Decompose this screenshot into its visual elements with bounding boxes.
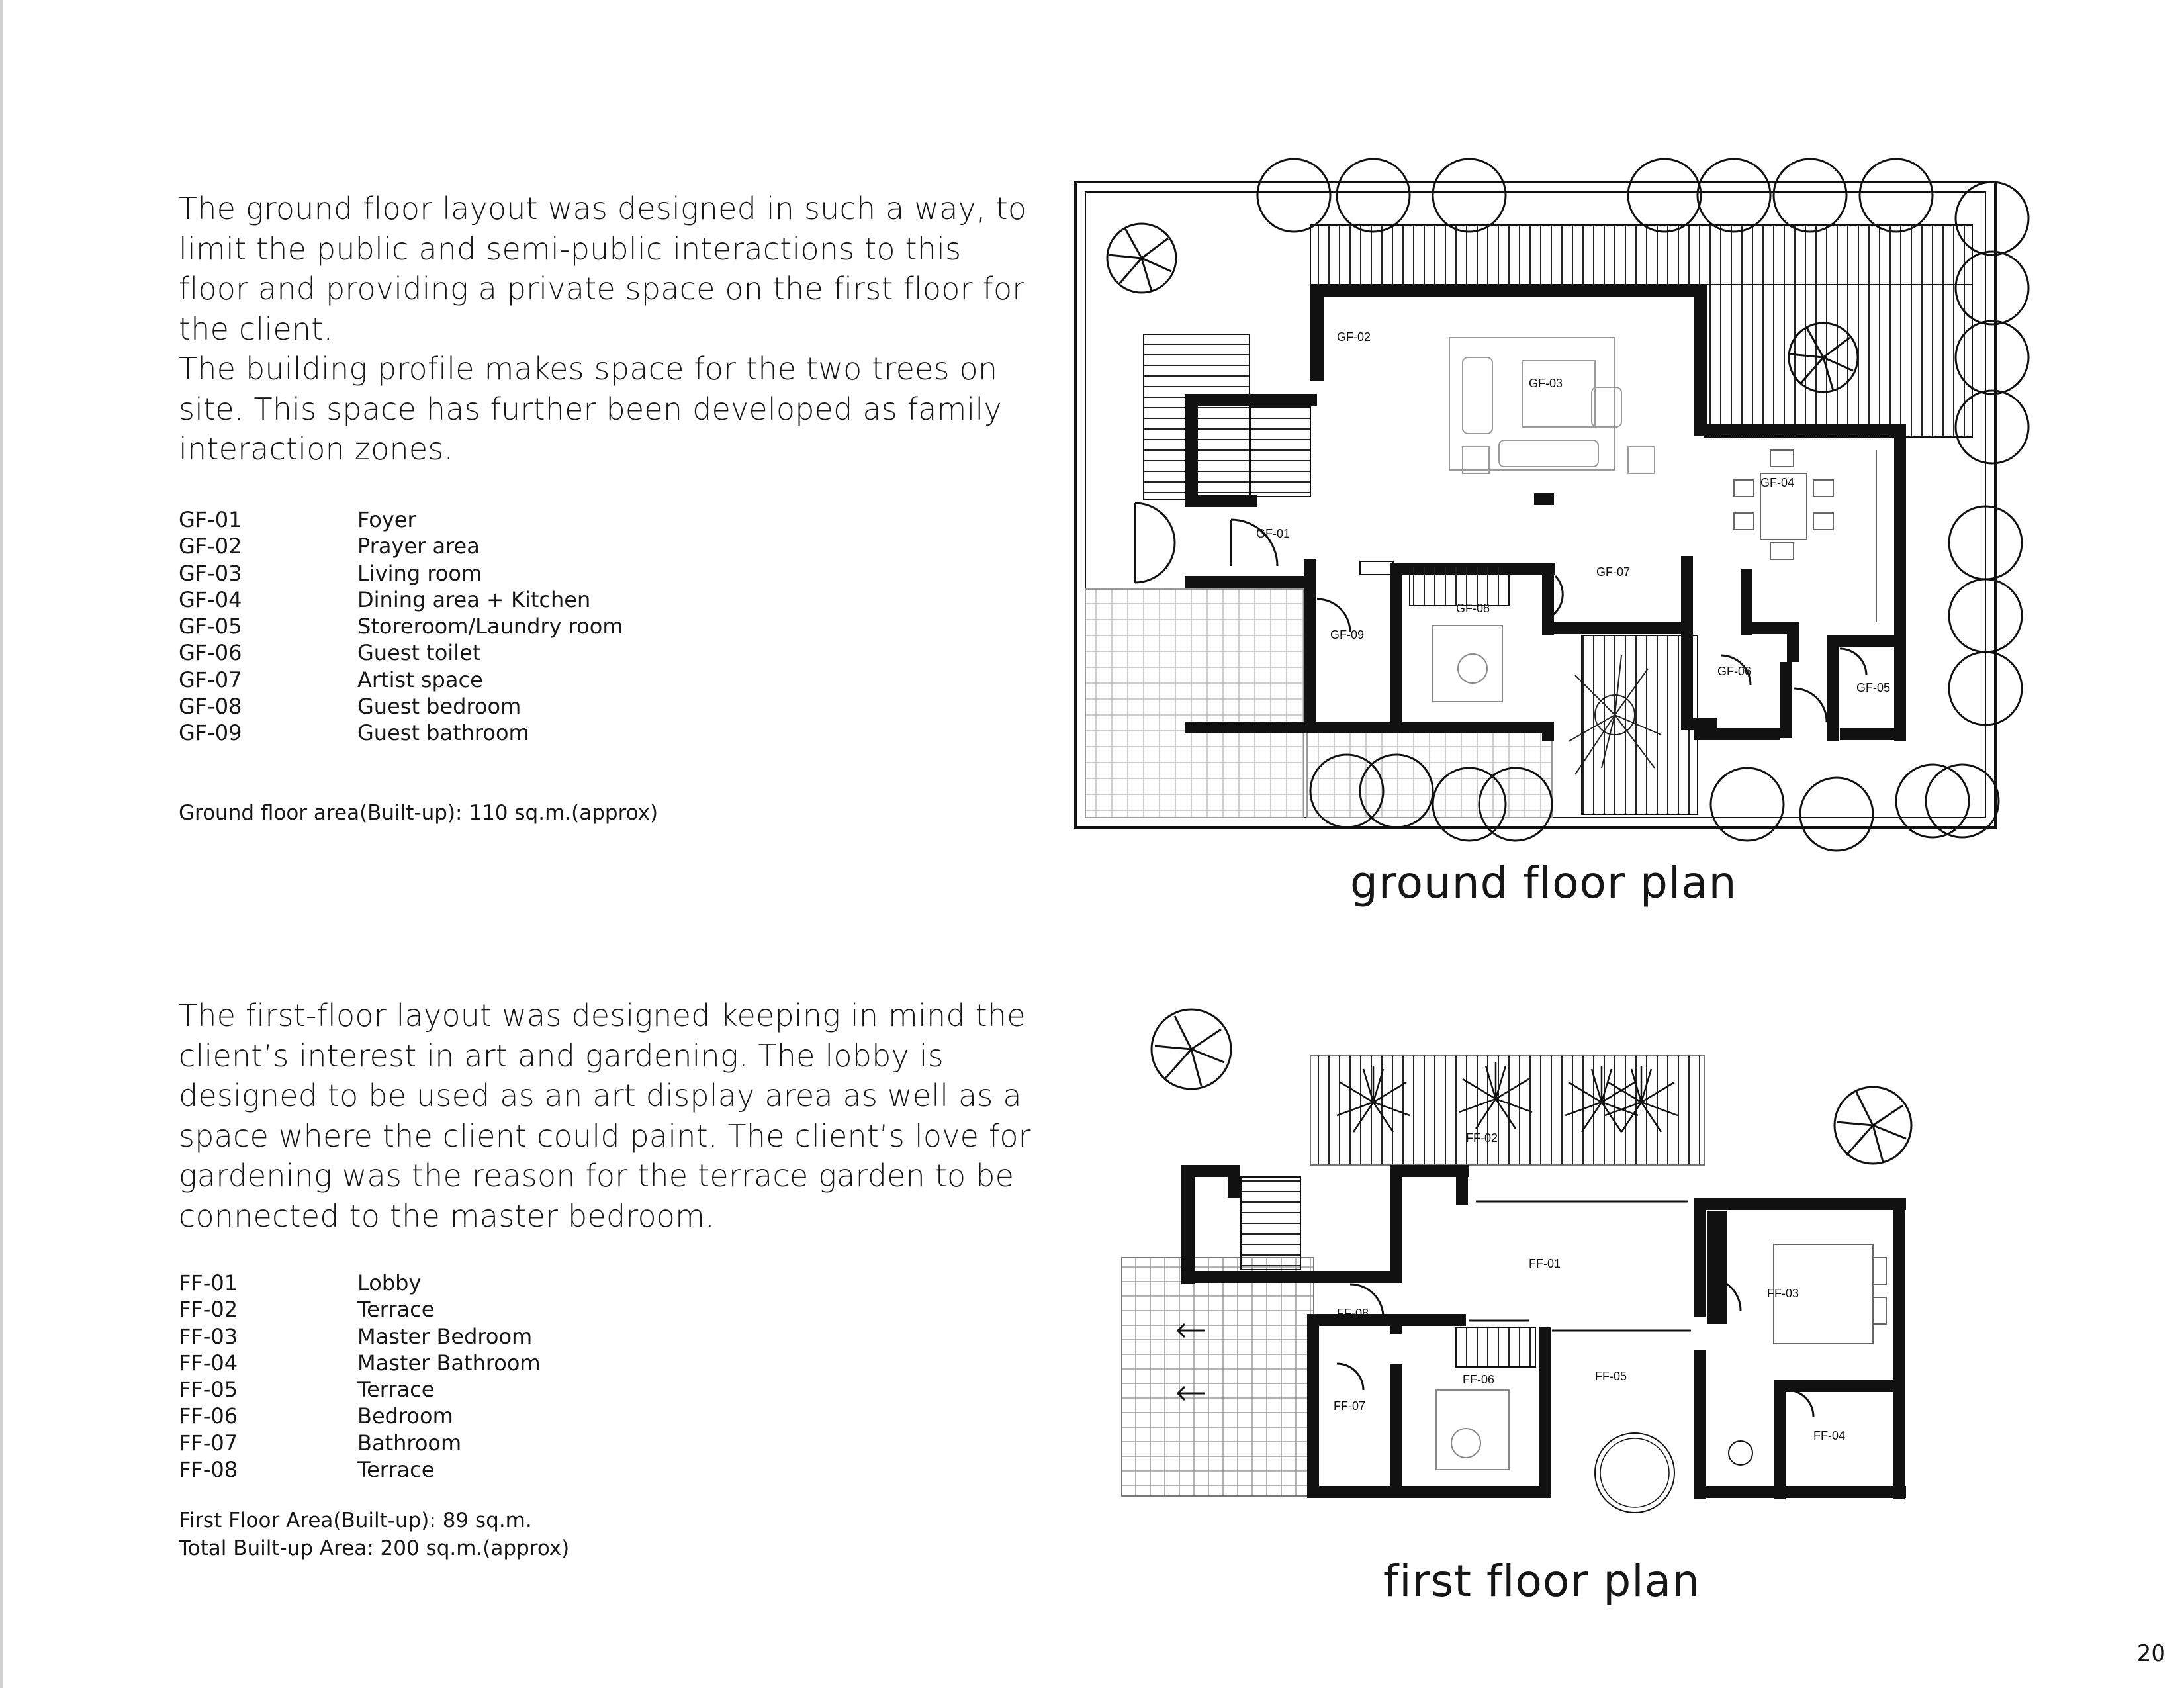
legend-name: Bedroom <box>357 1403 453 1429</box>
legend-code: GF-03 <box>179 560 242 586</box>
ground-stair-2 <box>1410 566 1509 606</box>
tree-top-left <box>1107 224 1176 293</box>
ground-paragraph-1: The ground floor layout was designed in such a way, to limit the public and semi-public interactions to this floor and providing a private space on the first floor for the client. <box>179 191 1027 347</box>
legend-name: Artist space <box>357 667 483 692</box>
legend-name: Guest bedroom <box>357 694 522 720</box>
label-gf-08: GF-08 <box>1456 602 1490 615</box>
first-doors <box>1337 1278 1813 1417</box>
legend-code: GF-09 <box>179 720 242 746</box>
label-ff-01: FF-01 <box>1529 1257 1561 1270</box>
label-ff-08: FF-08 <box>1337 1307 1369 1320</box>
label-gf-02: GF-02 <box>1337 330 1371 344</box>
ground-floor-plan <box>1075 159 2028 851</box>
label-ff-07: FF-07 <box>1334 1399 1366 1413</box>
sill <box>1360 561 1393 575</box>
ground-floor-area: Ground floor area(Built-up): 110 sq.m.(approx) <box>179 801 659 825</box>
top-deck <box>1310 225 1972 285</box>
label-gf-01: GF-01 <box>1256 527 1291 540</box>
fixture <box>1729 1441 1752 1465</box>
legend-name: Master Bathroom <box>357 1350 541 1376</box>
label-gf-03: GF-03 <box>1529 377 1563 390</box>
column <box>1534 493 1554 505</box>
legend-code: GF-06 <box>179 640 242 666</box>
living-furniture <box>1449 338 1655 473</box>
legend-code: FF-02 <box>179 1297 238 1323</box>
bedroom-bed <box>1436 1390 1509 1470</box>
legend-code: GF-02 <box>179 534 242 559</box>
legend-name: Foyer <box>357 507 416 532</box>
legend-code: GF-07 <box>179 667 242 692</box>
legend-code: FF-07 <box>179 1430 238 1456</box>
legend-code: GF-01 <box>179 507 242 532</box>
legend-name: Lobby <box>357 1270 422 1295</box>
first-floor-area-line: First Floor Area(Built-up): 89 sq.m. <box>179 1509 532 1532</box>
first-floor-caption: first floor plan <box>1383 1556 1700 1607</box>
label-gf-07: GF-07 <box>1596 565 1631 579</box>
paved-area <box>1085 589 1304 818</box>
first-room-labels <box>1334 1131 1845 1442</box>
first-stair <box>1241 1177 1300 1270</box>
legend-code: FF-06 <box>179 1403 238 1429</box>
label-gf-04: GF-04 <box>1760 476 1795 489</box>
label-gf-05: GF-05 <box>1856 681 1891 694</box>
legend-name: Terrace <box>357 1457 435 1483</box>
first-paragraph: The first-floor layout was designed keeping in mind the client’s interest in art and gardening. The lobby is designed to be used as an art display area as well as a space where the client could paint. The client’s love for gardening was the reason for the terrace garden to be connected to the master bedroom. <box>179 998 1031 1234</box>
legend-name: Bathroom <box>357 1430 462 1456</box>
terrace-pergola <box>1310 1056 1704 1165</box>
right-deck <box>1704 285 1972 437</box>
ground-stair <box>1251 407 1310 496</box>
legend-name: Living room <box>357 560 482 586</box>
ground-paragraph-2: The building profile makes space for the two trees on site. This space has further been developed as family interaction zones. <box>179 351 1002 467</box>
legend-code: FF-03 <box>179 1323 238 1349</box>
legend-name: Dining area + Kitchen <box>357 586 591 612</box>
left-terrace <box>1122 1258 1314 1496</box>
legend-code: FF-05 <box>179 1377 238 1403</box>
legend-code: GF-05 <box>179 614 242 639</box>
legend-name: Terrace <box>357 1377 435 1403</box>
ground-floor-caption: ground floor plan <box>1350 857 1737 908</box>
legend-name: Guest bathroom <box>357 720 529 746</box>
round-terrace <box>1595 1433 1674 1513</box>
legend-name: Master Bedroom <box>357 1323 533 1349</box>
label-ff-06: FF-06 <box>1463 1373 1495 1386</box>
legend-name: Storeroom/Laundry room <box>357 614 623 639</box>
legend-code: FF-01 <box>179 1270 238 1295</box>
first-stair-2 <box>1456 1327 1535 1367</box>
legend-code: FF-04 <box>179 1350 238 1376</box>
total-area-line: Total Built-up Area: 200 sq.m.(approx) <box>179 1536 570 1560</box>
legend-name: Terrace <box>357 1297 435 1323</box>
label-gf-09: GF-09 <box>1330 628 1365 641</box>
label-ff-03: FF-03 <box>1767 1287 1799 1300</box>
dining-table <box>1734 450 1833 559</box>
label-ff-02: FF-02 <box>1466 1131 1498 1145</box>
page-number: 20 <box>2136 1640 2165 1667</box>
legend-code: GF-04 <box>179 586 242 612</box>
legend-code: GF-08 <box>179 694 242 720</box>
label-gf-06: GF-06 <box>1717 665 1752 678</box>
legend-name: Prayer area <box>357 534 480 559</box>
legend-code: FF-08 <box>179 1457 238 1483</box>
legend-name: Guest toilet <box>357 640 481 666</box>
label-ff-05: FF-05 <box>1595 1370 1627 1383</box>
guest-bed <box>1433 626 1502 702</box>
label-ff-04: FF-04 <box>1813 1429 1846 1442</box>
first-floor-plan <box>1122 1009 1911 1513</box>
